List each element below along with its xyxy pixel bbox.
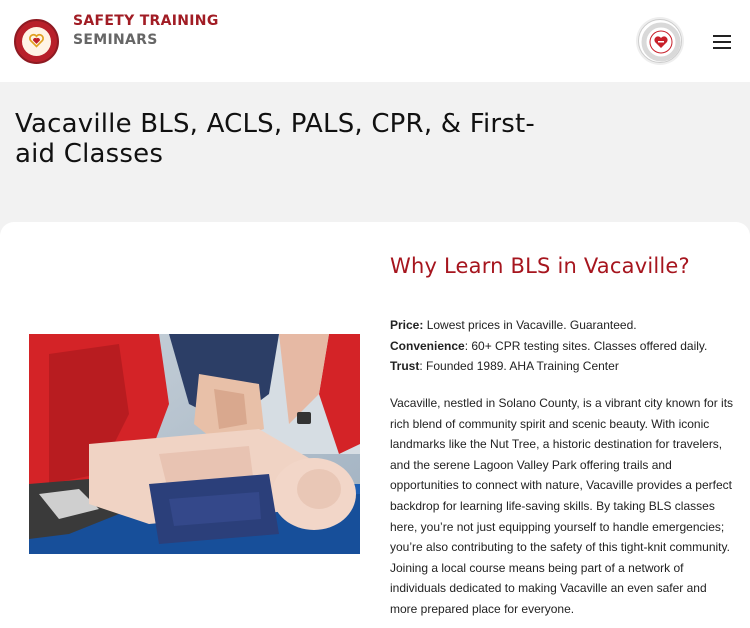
fact-text: : Founded 1989. AHA Training Center xyxy=(419,359,619,374)
page-title: Vacaville BLS, ACLS, PALS, CPR, & First-aid Classes xyxy=(15,109,535,169)
site-header xyxy=(0,0,750,82)
cpr-photo-illustration xyxy=(29,334,360,554)
vacaville-description: Vacaville, nestled in Solano County, is a vibrant city known for its rich blend of community spirit and scenic beauty. With iconic landmarks like the Nut Tree, a historic destination for travelers, and the serene Lagoon Valley Park offering trails and opportunities to connect with nature, Vacaville provides a perfect backdrop for learning life-saving skills. By taking BLS classes here, you’re not just equipping yourself to handle emergencies; you’re also contributing to the safety of this tight-knit community. Joining a local course means being part of a network of individuals dedicated to making Vacaville an even safer and more prepared place for everyone. xyxy=(390,396,734,616)
fact-label: Trust xyxy=(390,359,420,374)
hamburger-menu-icon[interactable] xyxy=(713,35,731,49)
logo-emblem xyxy=(22,27,51,56)
fact-convenience xyxy=(390,336,740,357)
badge-ring xyxy=(639,20,683,64)
section-heading: Why Learn BLS in Vacaville? xyxy=(390,254,690,278)
fact-trust xyxy=(390,356,740,377)
fact-text: Lowest prices in Vacaville. Guaranteed. xyxy=(423,318,637,332)
cpr-training-photo xyxy=(29,334,360,554)
brand-name-line2[interactable]: SEMINARS xyxy=(73,32,158,48)
brand-name-line1[interactable]: SAFETY TRAINING xyxy=(73,13,219,29)
key-facts-list xyxy=(390,315,740,377)
fact-price xyxy=(390,315,740,336)
logo-icon[interactable] xyxy=(14,19,59,64)
fact-label: Convenience xyxy=(390,338,465,353)
fact-text: : 60+ CPR testing sites. Classes offered daily. xyxy=(464,338,708,353)
aha-badge-icon xyxy=(638,19,682,63)
fact-label: Price: xyxy=(390,318,424,332)
heart-icon xyxy=(28,32,45,49)
